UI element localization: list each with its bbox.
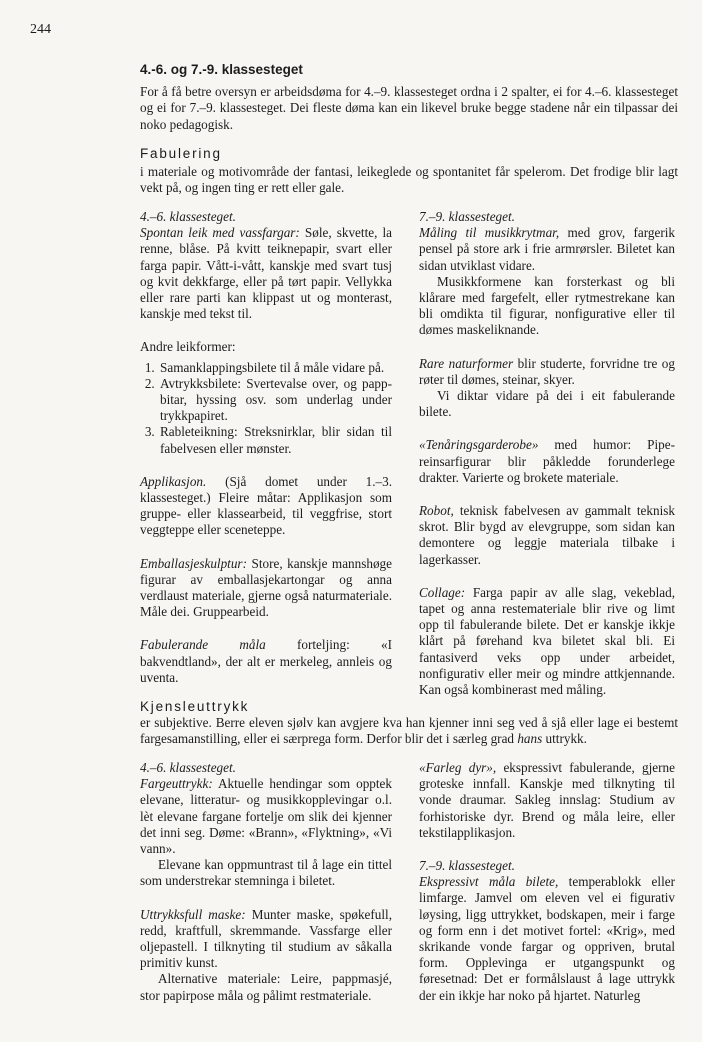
- main-heading: 4.-6. og 7.-9. klassesteget: [140, 62, 303, 77]
- paragraph-text: Elevane kan oppmuntrast til å lage ein tittel som understrekar stemninga i biletet.: [140, 857, 392, 889]
- paragraph-text: ekspressivt fabulerande, gjerne groteske innfall. Kanskje med tilknyting til vonde draumar. Sakleg innslag: Studium av forhistoriske dyr. Brend og måla leire, eller tekstilapplikasjon.: [419, 760, 675, 840]
- paragraph-text: med grov, fargerik pensel på store ark i frie armrørsler. Biletet kan sidan utviklast vidare.: [419, 225, 675, 273]
- term: Spontan leik med vassfargar:: [140, 225, 300, 241]
- paragraph-text: Søle, skvette, la renne, blåse. På kvitt teiknepapir, svart eller farga papir. Vått-i-vått, kanskje med svart tusj og kvit dekkfarge, eller på tørt papir. Vellykka eller rare parti kan klippast ut og monterast, kanskje med tekst til.: [140, 225, 392, 322]
- list-item: 1. Samanklappingsbilete til å måle vidare på.: [158, 360, 392, 376]
- leikformer-list: [140, 360, 392, 457]
- paragraph-text: Musikkformene kan forsterkast og bli klårare med fargefelt, eller rytmestrekane kan bli omdikta til figurar, nonfigurative eller til dømes maskeliknande.: [419, 273, 675, 338]
- paragraph-text: Farga papir av alle slag, vekeblad, tapet og anna restemateriale blir rive og limt opp til fabulerande bilete. Det er kanskje ikkje klårt på førehand kva biletet skal bli. Ei fantasiverd veks opp under arbeidet, nonfigurativ eller meir og mindre attkjennande. Kan også kombinerast med måling.: [419, 584, 675, 698]
- paragraph-text: med humor: Pipe-reinsarfigurar blir påkledde forunderlege drakter. Varierte og brokete materiale.: [419, 437, 675, 485]
- term: «Tenåringsgarderobe»: [419, 437, 539, 453]
- paragraph-text: Aktuelle hendingar som opptek elevane, litteratur- og musikkopplevingar o.l. lèt elevane fargane fortelje om slik dei kjenner det inni seg. Døme: «Brann», «Flyktning», «Vi vann».: [140, 776, 392, 857]
- list-item: 3. Rableteikning: Streksnirklar, blir sidan til fabelvesen eller mønster.: [158, 424, 392, 456]
- fabulering-intro: i materiale og motivområde der fantasi, leikeglede og spontanitet får spelerom. Det frodige blir lagt vekt på, og ingen ting er rett eller gale.: [140, 164, 678, 196]
- kjensle-right-column: [419, 760, 675, 1004]
- paragraph-text: teknisk fabelvesen av gammalt teknisk skrot. Blir bygd av elevgruppe, som sidan kan demontere og leggje materiala tilbake i lagerkasser.: [419, 503, 675, 567]
- page-number: 244: [30, 22, 51, 37]
- kjensle-left-column: [140, 760, 392, 1004]
- kjensle-intro: [140, 715, 678, 748]
- fabulering-left-column: [140, 209, 392, 686]
- andre-leikformer-label: Andre leikformer:: [140, 339, 236, 355]
- paragraph-text: (Sjå domet under 1.–3. klassesteget.) Fleire måtar: Applikasjon som gruppe- eller klassearbeid, til veggfrise, stort veggteppe eller sceneteppe.: [140, 473, 392, 538]
- intro-text: er subjektive. Berre eleven sjølv kan avgjere kva han kjenner inni seg ved å sjå eller lage ei bestemt fargesamanstilling, eller ei særprega form. Derfor blir det i særleg grad: [140, 715, 678, 747]
- term: Emballasjeskulptur:: [140, 555, 247, 571]
- paragraph-text: Vi diktar vidare på dei i eit fabulerande bilete.: [419, 388, 675, 420]
- term: Collage:: [419, 584, 466, 600]
- term: Fabulerande måla: [140, 637, 266, 653]
- term: Uttrykksfull maske:: [140, 906, 246, 922]
- intro-paragraph: For å få betre oversyn er arbeidsdøma for 4.–9. klassesteget ordna i 2 spalter, ei for 4.–6. klassesteget og ei for 7.–9. klassesteget. Dei fleste døma kan ein likevel bruke begge stadene når ein tilpassar dei noko pedagogisk.: [140, 84, 678, 132]
- fabulering-right-column: [419, 209, 675, 698]
- term: «Farleg dyr»,: [419, 760, 497, 775]
- grade-label: 7.–9. klassesteget.: [419, 209, 515, 224]
- term: Rare naturformer: [419, 355, 514, 371]
- term: Robot,: [419, 503, 454, 519]
- paragraph-text: Store, kanskje mannshøge figurar av emballasjekartongar og anna verdlaust materiale, gjerne også naturmateriale. Måle dei. Gruppearbeid.: [140, 555, 392, 620]
- term: Applikasjon.: [140, 473, 207, 489]
- paragraph-text: Alternative materiale: Leire, pappmasjé, stor papirpose måla og pålimt restmateriale.: [140, 971, 392, 1003]
- intro-text-end: uttrykk.: [542, 731, 587, 747]
- paragraph-text: forteljing: «I bakvendtland», der alt er merkeleg, annleis og uventa.: [140, 637, 392, 685]
- paragraph-text: temperablokk eller limfarge. Jamvel om eleven vel ei figurativ løysing, ligg uttrykket, bodskapen, meir i farge og form enn i det motivet fortel: «Krig», med skrikande vonde fargar og oppriven, brutal form. Opplevinga er utgangspunkt og føresetnad: Det er formålslaust å lage uttrykk der ein ikkje har noko på hjartet. Naturleg: [419, 874, 675, 1003]
- section-heading-fabulering: Fabulering: [140, 146, 222, 161]
- grade-label: 7.–9. klassesteget.: [419, 858, 515, 874]
- intro-emphasis: hans: [517, 731, 543, 747]
- grade-label: 4.–6. klassesteget.: [140, 760, 236, 775]
- term: Måling til musikkrytmar,: [419, 225, 560, 241]
- section-heading-kjensleuttrykk: Kjensleuttrykk: [140, 699, 250, 714]
- list-item: 2. Avtrykksbilete: Svertevalse over, og papp-bitar, hyssing osv. som underlag under trykkpapiret.: [158, 376, 392, 425]
- paragraph-text: blir studerte, forvridne tre og røter til dømes, steinar, skyer.: [419, 355, 675, 387]
- paragraph-text: Munter maske, spøkefull, redd, kraftfull, skremmande. Vassfarge eller oljepastell. I tilknyting til studium av såkalla primitiv kunst.: [140, 906, 393, 971]
- grade-label: 4.–6. klassesteget.: [140, 209, 236, 224]
- term: Ekspressivt måla bilete,: [419, 874, 559, 890]
- term: Fargeuttrykk:: [140, 776, 213, 792]
